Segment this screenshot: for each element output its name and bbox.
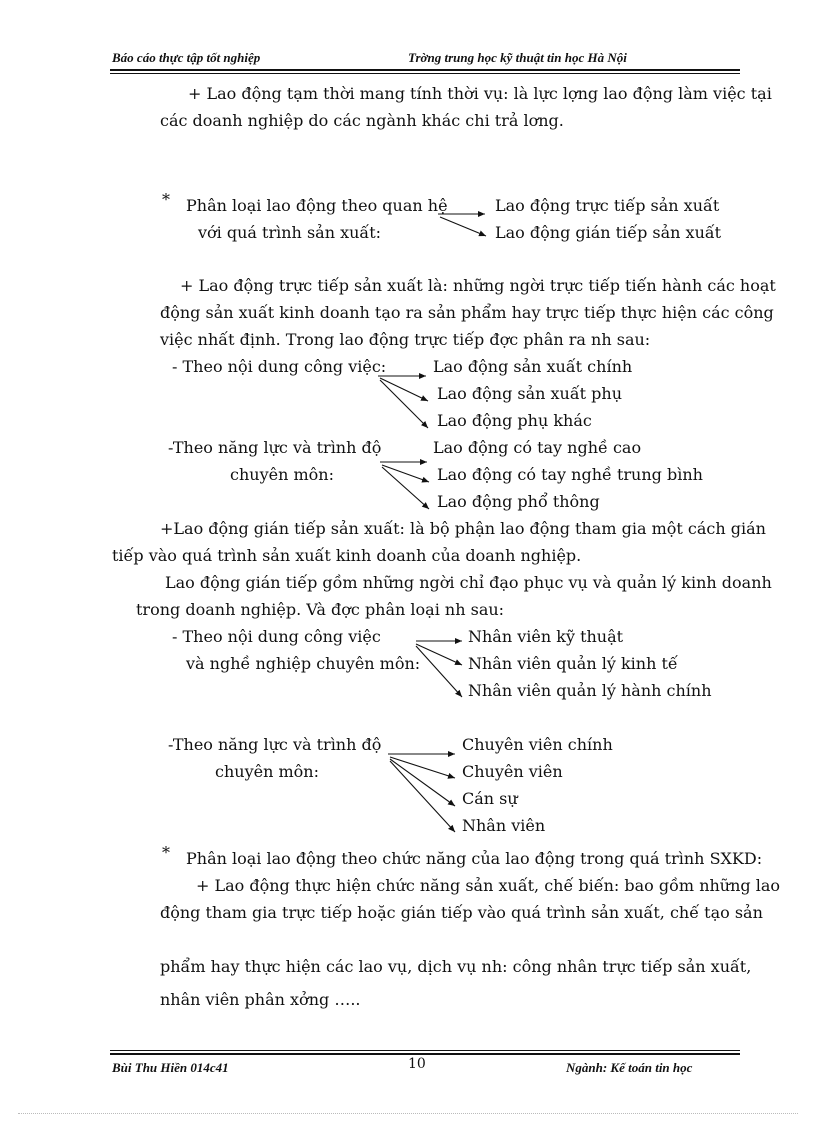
para-indirect-composition-line2: trong doanh nghiệp. Và đợc phân loại nh sau: xyxy=(136,600,505,619)
footer-rule-thin xyxy=(110,1050,740,1051)
section-star-2: * xyxy=(162,843,170,862)
section1-branch-indirect: Lao động gián tiếp sản xuất xyxy=(495,223,722,242)
para-indirect-labor-line1: +Lao động gián tiếp sản xuất: là bộ phận lao động tham gia một cách gián xyxy=(160,519,766,538)
group2-branch3: Lao động phổ thông xyxy=(437,492,600,511)
group1-branch1: Lao động sản xuất chính xyxy=(433,357,633,376)
para-production-labor-line1: + Lao động thực hiện chức năng sản xuất, chế biến: bao gồm những lao xyxy=(196,876,781,895)
group4-label-line2: chuyên môn: xyxy=(215,762,319,781)
section1-title-line1: Phân loại lao động theo quan hệ xyxy=(186,196,448,215)
section2-title: Phân loại lao động theo chức năng của lao động trong quá trình SXKD: xyxy=(186,849,763,868)
section-star-1: * xyxy=(162,190,170,209)
para-temporary-labor-line2: các doanh nghiệp do các ngành khác chi trả lơng. xyxy=(160,111,564,130)
para-temporary-labor-line1: + Lao động tạm thời mang tính thời vụ: là lực lợng lao động làm việc tại xyxy=(188,84,772,103)
group4-label-line1: -Theo năng lực và trình độ xyxy=(168,735,382,754)
group3-branch3: Nhân viên quản lý hành chính xyxy=(468,681,712,700)
arrow-g4-4 xyxy=(390,761,455,832)
page-number: 10 xyxy=(408,1056,426,1072)
group1-branch2: Lao động sản xuất phụ xyxy=(437,384,623,403)
footer-left: Bùi Thu Hiền 014c41 xyxy=(112,1060,229,1075)
arrow-g3-2 xyxy=(416,644,462,665)
para-direct-labor-line1: + Lao động trực tiếp sản xuất là: những ngời trực tiếp tiến hành các hoạt xyxy=(180,276,776,295)
group4-branch4: Nhân viên xyxy=(462,816,546,835)
group2-label-line1: -Theo năng lực và trình độ xyxy=(168,438,382,457)
arrow-g4-3 xyxy=(390,759,455,806)
group2-branch1: Lao động có tay nghề cao xyxy=(433,438,642,457)
para-direct-labor-line2: động sản xuất kinh doanh tạo ra sản phẩm hay trực tiếp thực hiện các công xyxy=(160,303,774,322)
group1-branch3: Lao động phụ khác xyxy=(437,411,592,430)
section1-branch-direct: Lao động trực tiếp sản xuất xyxy=(495,196,720,215)
group2-branch2: Lao động có tay nghề trung bình xyxy=(437,465,703,484)
para-direct-labor-line3: việc nhất định. Trong lao động trực tiếp đợc phân ra nh sau: xyxy=(160,330,651,349)
arrow-g3-3 xyxy=(416,646,462,697)
group1-label: - Theo nội dung công việc: xyxy=(172,357,387,376)
para-production-labor-line3: phẩm hay thực hiện các lao vụ, dịch vụ nh: công nhân trực tiếp sản xuất, xyxy=(160,957,752,976)
arrow-g1-2 xyxy=(380,378,428,401)
arrow-g4-2 xyxy=(390,757,455,778)
group3-branch2: Nhân viên quản lý kinh tế xyxy=(468,654,678,673)
group4-branch2: Chuyên viên xyxy=(462,762,563,781)
para-indirect-labor-line2: tiếp vào quá trình sản xuất kinh doanh của doanh nghiệp. xyxy=(112,546,582,565)
group4-branch1: Chuyên viên chính xyxy=(462,735,613,754)
para-production-labor-line2: động tham gia trực tiếp hoặc gián tiếp vào quá trình sản xuất, chế tạo sản xyxy=(160,903,763,922)
footer-right: Ngành: Kế toán tin học xyxy=(566,1060,693,1075)
para-indirect-composition-line1: Lao động gián tiếp gồm những ngời chỉ đạo phục vụ và quản lý kinh doanh xyxy=(165,573,772,592)
group4-branch3: Cán sự xyxy=(462,789,518,808)
para-production-labor-line4: nhân viên phân xởng ….. xyxy=(160,990,361,1009)
section1-title-line2: với quá trình sản xuất: xyxy=(198,223,382,242)
group3-branch1: Nhân viên kỹ thuật xyxy=(468,627,624,646)
page-bottom-dotted-line xyxy=(18,1113,798,1114)
group3-label-line2: và nghề nghiệp chuyên môn: xyxy=(186,654,421,673)
group2-label-line2: chuyên môn: xyxy=(230,465,334,484)
header-right: Trờng trung học kỹ thuật tin học Hà Nội xyxy=(408,50,627,65)
arrow-g1-3 xyxy=(380,380,428,428)
arrow-sec1-2 xyxy=(440,217,486,236)
group3-label-line1: - Theo nội dung công việc xyxy=(172,627,381,646)
header-left: Báo cáo thực tập tốt nghiệp xyxy=(112,50,261,65)
